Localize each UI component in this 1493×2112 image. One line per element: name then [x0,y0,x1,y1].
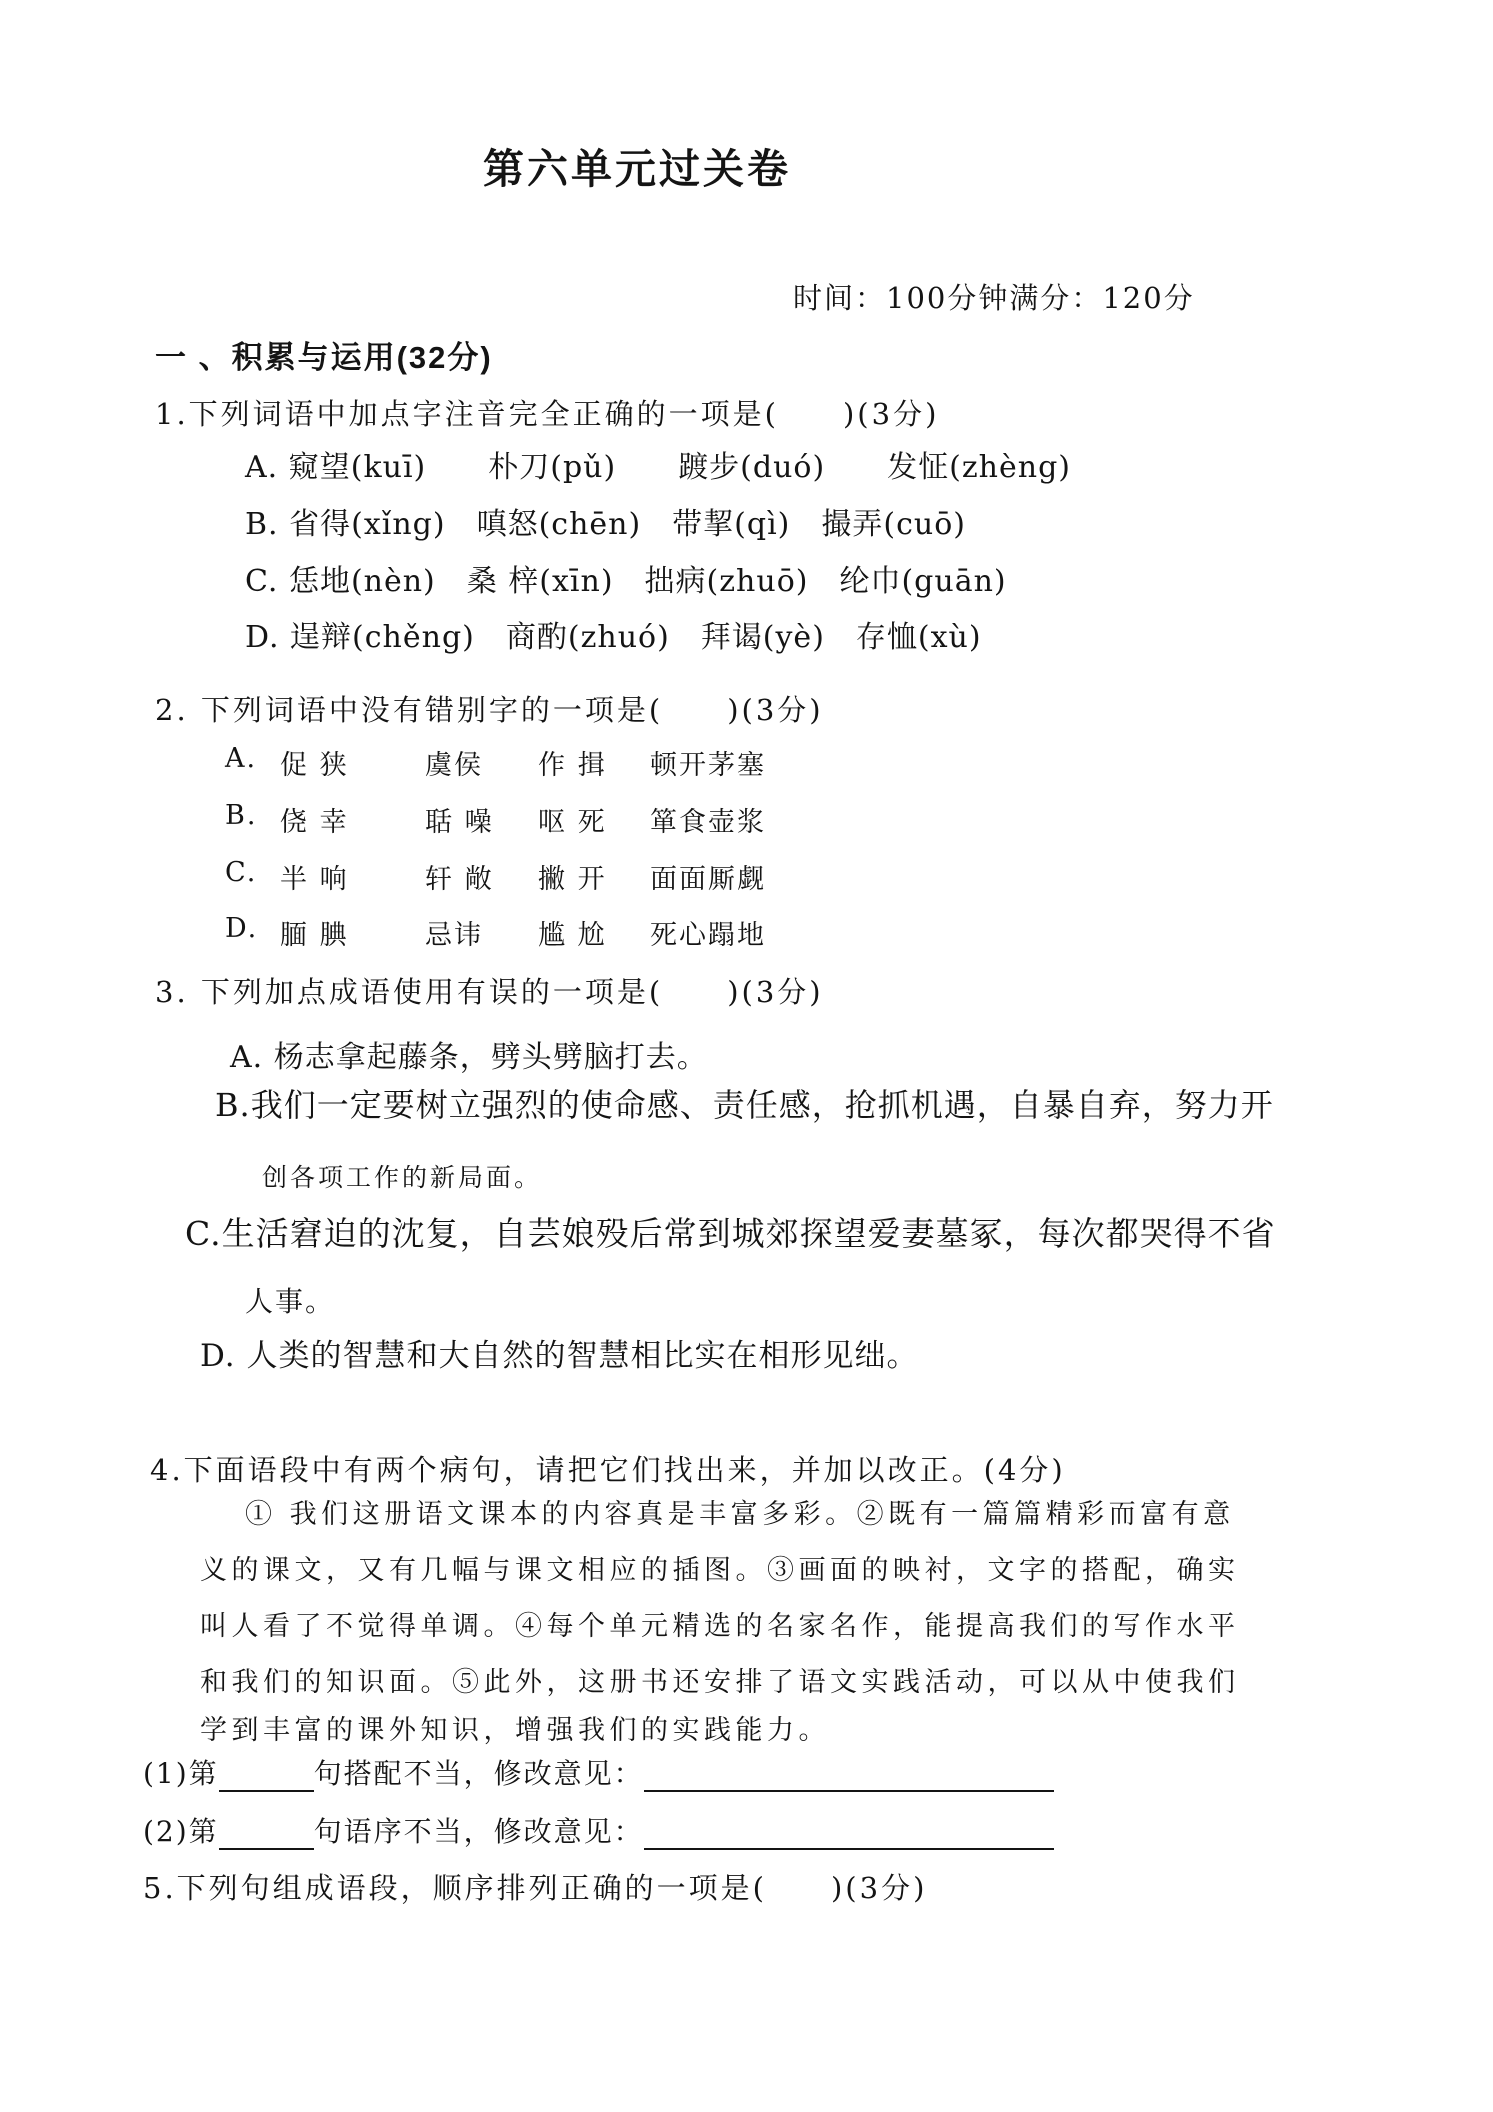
question-2-option-a [225,743,766,782]
question-1-option-a: A. 窥望(kuī) 朴刀(pǔ) 踱步(duó) 发怔(zhèng) [245,450,1071,485]
word-3: 呕 死 [538,807,607,838]
question-3-stem: 3. 下列加点成语使用有误的一项是( )(3分) [155,975,824,1009]
option-label: C. [225,857,258,888]
word-1: 侥 幸 [280,807,349,838]
question-2-stem: 2. 下列词语中没有错别字的一项是( )(3分) [155,693,824,727]
answer-2-correction-blank [644,1818,1054,1850]
word-3: 尴 尬 [538,920,607,951]
question-5-stem: 5.下列句组成语段，顺序排列正确的一项是( )(3分) [143,1871,928,1905]
question-3-option-b: B.我们一定要树立强烈的使命感、责任感，抢抓机遇，自暴自弃，努力开 [215,1086,1274,1124]
word-1: 促 狭 [280,750,349,781]
question-3-option-d: D. 人类的智慧和大自然的智慧相比实在相形见绌。 [200,1338,919,1374]
option-label: B. [225,800,258,831]
question-2-option-d [225,913,766,952]
question-3-option-c: C.生活窘迫的沈复，自芸娘殁后常到城郊探望爱妻墓冢，每次都哭得不省 [185,1214,1276,1253]
answer-1-sentence-number-blank [219,1760,314,1792]
word-4: 死心蹋地 [650,920,766,951]
question-2-option-b [225,800,766,839]
word-2: 轩 敞 [425,864,494,895]
word-4: 面面厮觑 [650,864,766,895]
word-1: 腼 腆 [280,920,349,951]
word-2: 聒 噪 [425,807,494,838]
question-4-paragraph-line-2: 义的课文，又有几幅与课文相应的插图。③画面的映衬，文字的搭配，确实 [200,1555,1240,1586]
word-4: 顿开茅塞 [650,750,766,781]
section-one-heading: 一 、积累与运用(32分) [155,340,493,375]
question-4-paragraph-line-1: ① 我们这册语文课本的内容真是丰富多彩。②既有一篇篇精彩而富有意 [245,1499,1235,1530]
answer-2-sentence-number-blank [219,1818,314,1850]
answer-2-middle: 句语序不当，修改意见： [313,1815,644,1848]
option-label: D. [225,913,259,944]
answer-1-middle: 句搭配不当，修改意见： [313,1757,644,1790]
question-4-paragraph-line-4: 和我们的知识面。⑤此外，这册书还安排了语文实践活动，可以从中使我们 [200,1667,1240,1698]
answer-2-prefix: (2)第 [143,1815,219,1848]
question-1-stem: 1.下列词语中加点字注音完全正确的一项是( )(3分) [155,397,940,431]
question-3-option-a: A. 杨志拿起藤条，劈头劈脑打去。 [230,1040,708,1075]
word-3: 作 揖 [538,750,607,781]
word-3: 撇 开 [538,864,607,895]
question-4-answer-line-2 [143,1810,1054,1850]
answer-1-correction-blank [644,1760,1054,1792]
option-label: A. [225,743,258,774]
word-4: 箪食壶浆 [650,807,766,838]
question-3-option-c-continuation: 人事。 [245,1285,336,1318]
question-1-option-d: D. 逞辩(chěng) 商酌(zhuó) 拜谒(yè) 存恤(xù) [245,620,982,655]
question-4-answer-line-1 [143,1752,1054,1792]
question-1-option-b: B. 省得(xǐng) 嗔怒(chēn) 带挈(qì) 撮弄(cuō) [245,507,966,542]
page-title: 第六单元过关卷 [483,145,791,193]
question-2-option-c [225,857,766,896]
word-1: 半 响 [280,864,349,895]
exam-time-score-line: 时间：100分钟满分：120分 [793,281,1195,315]
answer-1-prefix: (1)第 [143,1757,219,1790]
question-1-option-c: C. 恁地(nèn) 桑 梓(xīn) 拙病(zhuō) 纶巾(guān) [245,564,1007,599]
question-4-stem: 4.下面语段中有两个病句，请把它们找出来，并加以改正。(4分) [150,1453,1066,1487]
word-2: 忌讳 [425,920,483,951]
word-2: 虞侯 [425,750,483,781]
question-4-paragraph-line-5: 学到丰富的课外知识，增强我们的实践能力。 [200,1715,830,1746]
question-3-option-b-continuation: 创各项工作的新局面。 [262,1163,543,1192]
question-4-paragraph-line-3: 叫人看了不觉得单调。④每个单元精选的名家名作，能提高我们的写作水平 [200,1611,1240,1642]
